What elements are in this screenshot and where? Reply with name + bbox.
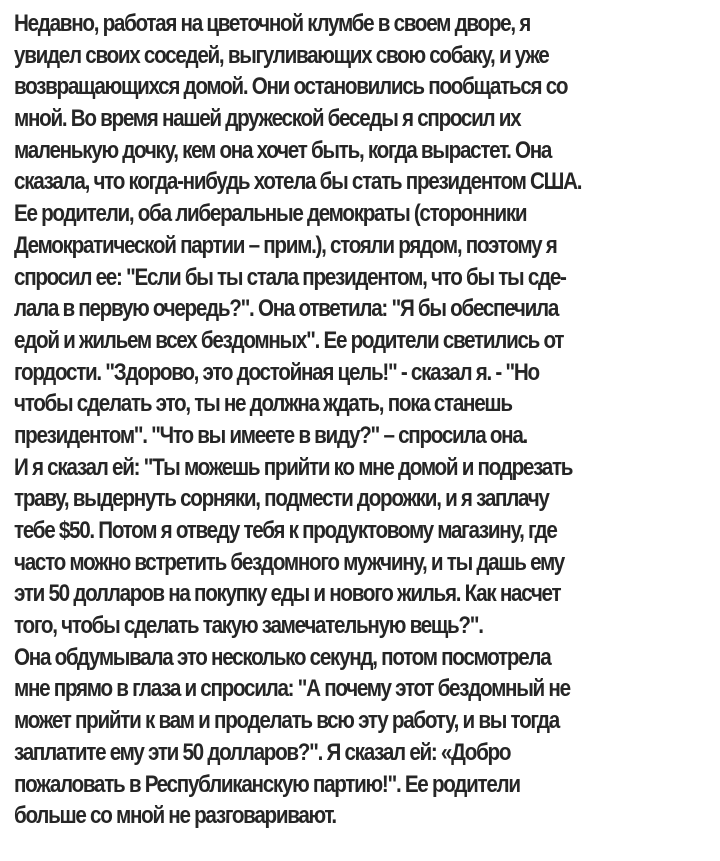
text-line: тебе $50. Потом я отведу тебя к продуктовому магазину, где xyxy=(14,517,557,544)
text-line: мной. Во время нашей дружеской беседы я спросил их xyxy=(14,105,521,133)
text-line: Ее родители, оба либеральные демократы (сторонники xyxy=(14,200,527,228)
text-line: мне прямо в глаза и спросила: "А почему этот бездомный не xyxy=(14,675,570,703)
text-line: Она обдумывала это несколько секунд, потом посмотрела xyxy=(14,643,551,671)
text-line: заплатите ему эти 50 долларов?". Я сказал ей: «Добро xyxy=(14,738,511,766)
text-line: часто можно встретить бездомного мужчину, и ты дашь ему xyxy=(14,548,564,576)
text-line: пожаловать в Республиканскую партию!". Ее родители xyxy=(14,770,520,798)
text-line: траву, выдернуть сорняки, подмести дорожки, и я заплачу xyxy=(14,485,549,513)
text-line: увидел своих соседей, выгуливающих свою собаку, и уже xyxy=(14,41,549,69)
text-line: Демократической партии – прим.), стояли рядом, поэтому я xyxy=(14,231,557,259)
text-line: эти 50 долларов на покупку еды и нового жилья. Как насчет xyxy=(14,580,561,608)
text-line: президентом". "Что вы имеете в виду?" – спросила она. xyxy=(14,421,528,449)
text-line: сказала, что когда-нибудь хотела бы стать президентом США. xyxy=(14,168,582,196)
text-line: может прийти к вам и проделать всю эту работу, и вы тогда xyxy=(14,707,559,735)
text-line: спросил ее: "Если бы ты стала президентом, что бы ты сде- xyxy=(14,263,566,291)
text-line: больше со мной не разговаривают. xyxy=(14,802,336,830)
text-line: Недавно, работая на цветочной клумбе в своем дворе, я xyxy=(14,10,530,37)
story-text xyxy=(14,8,616,832)
text-line: возвращающихся домой. Они остановились пообщаться со xyxy=(14,73,568,101)
text-line: лала в первую очередь?". Она ответила: "Я бы обеспечила xyxy=(14,295,559,323)
text-line: чтобы сделать это, ты не должна ждать, пока станешь xyxy=(14,390,512,418)
text-line: И я сказал ей: "Ты можешь прийти ко мне домой и подрезать xyxy=(14,453,573,481)
text-line: маленькую дочку, кем она хочет быть, когда вырастет. Она xyxy=(14,136,552,164)
text-line: того, чтобы сделать такую замечательную вещь?". xyxy=(14,612,483,640)
text-line: едой и жильем всех бездомных". Ее родители светились от xyxy=(14,326,564,354)
text-line: гордости. "Здорово, это достойная цель!" - сказал я. - "Но xyxy=(14,358,539,386)
